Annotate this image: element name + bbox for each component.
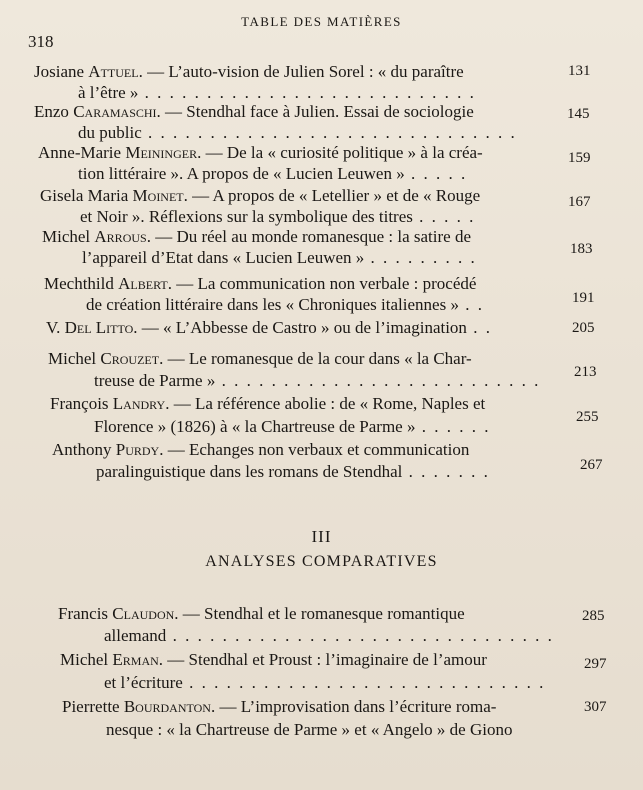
- entry-line-2: et Noir ». Réflexions sur la symbolique des titres . . . . .: [80, 207, 476, 226]
- entry-line-2: treuse de Parme » . . . . . . . . . . . . . . . . . . . . . . . . . .: [94, 371, 541, 390]
- section-number: III: [311, 527, 332, 546]
- entry-line-1: Gisela Maria Moinet. — A propos de « Letellier » et de « Rouge: [40, 186, 481, 205]
- entry-line-2: tion littéraire ». A propos de « Lucien Leuwen » . . . . .: [78, 164, 468, 183]
- entry-page: 145: [567, 106, 590, 122]
- entry-page: 205: [572, 320, 595, 336]
- entry-page: 213: [574, 364, 597, 380]
- entry-line-1: Mechthild Albert. — La communication non verbale : procédé: [44, 274, 477, 293]
- entry-line-2: nesque : « la Chartreuse de Parme » et « Angelo » de Giono: [106, 720, 513, 739]
- entry-line-1: François Landry. — La référence abolie : de « Rome, Naples et: [50, 394, 486, 413]
- entry-line-2: l’appareil d’Etat dans « Lucien Leuwen » . . . . . . . . .: [82, 248, 477, 267]
- entry-line-2: du public . . . . . . . . . . . . . . . . . . . . . . . . . . . . . .: [78, 123, 517, 142]
- running-title: TABLE DES MATIÈRES: [241, 14, 402, 29]
- entry-line-1: Josiane Attuel. — L’auto-vision de Julien Sorel : « du paraître: [34, 62, 464, 81]
- entry-line-2: Florence » (1826) à « la Chartreuse de Parme » . . . . . .: [94, 417, 491, 436]
- entry-line-1: Michel Arrous. — Du réel au monde romanesque : la satire de: [42, 227, 472, 246]
- entry-line-1: Anne-Marie Meininger. — De la « curiosité politique » à la créa-: [38, 143, 483, 162]
- entry-line-1: Michel Crouzet. — Le romanesque de la cour dans « la Char-: [48, 349, 472, 368]
- entry-page: 307: [584, 699, 607, 715]
- entry-page: 297: [584, 656, 607, 672]
- entry-line-1: V. Del Litto. — « L’Abbesse de Castro » ou de l’imagination . .: [46, 318, 492, 337]
- entry-page: 183: [570, 241, 593, 257]
- entry-page: 285: [582, 608, 605, 624]
- entry-page: 255: [576, 409, 599, 425]
- page-number: 318: [28, 32, 54, 51]
- entry-page: 167: [568, 194, 591, 210]
- entry-line-1: Michel Erman. — Stendhal et Proust : l’imaginaire de l’amour: [60, 650, 487, 669]
- section-title: ANALYSES COMPARATIVES: [205, 553, 438, 570]
- entry-line-1: Anthony Purdy. — Echanges non verbaux et communication: [52, 440, 470, 459]
- entry-line-2: à l’être » . . . . . . . . . . . . . . . . . . . . . . . . . . .: [78, 83, 476, 102]
- entry-page: 191: [572, 290, 595, 306]
- entry-line-2: de création littéraire dans les « Chroniques italiennes » . .: [86, 295, 484, 314]
- entry-line-2: allemand . . . . . . . . . . . . . . . . . . . . . . . . . . . . . . .: [104, 626, 554, 645]
- entry-line-1: Enzo Caramaschi. — Stendhal face à Julien. Essai de sociologie: [34, 102, 474, 121]
- entry-page: 131: [568, 63, 591, 79]
- entry-page: 159: [568, 150, 591, 166]
- entry-page: 267: [580, 457, 603, 473]
- entry-line-2: et l’écriture . . . . . . . . . . . . . . . . . . . . . . . . . . . . .: [104, 673, 546, 692]
- entry-line-1: Pierrette Bourdanton. — L’improvisation dans l’écriture roma-: [62, 697, 497, 716]
- entry-line-2: paralinguistique dans les romans de Stendhal . . . . . . .: [96, 462, 490, 481]
- entry-line-1: Francis Claudon. — Stendhal et le romanesque romantique: [58, 604, 465, 623]
